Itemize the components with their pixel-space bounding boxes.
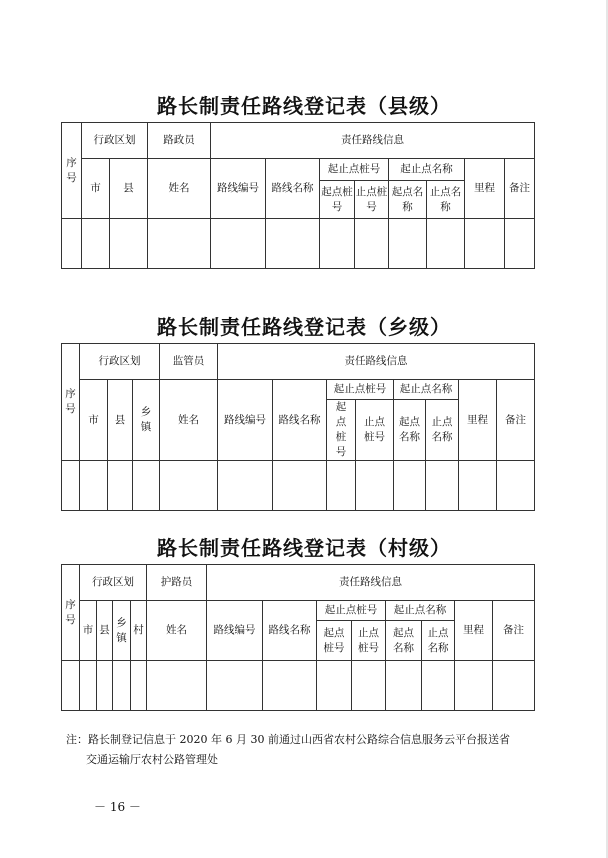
table-cell[interactable] [317,661,352,711]
table-cell[interactable] [131,661,147,711]
road-officer-header: 路政员 [148,123,211,159]
table-cell[interactable] [147,661,207,711]
table-cell[interactable] [62,461,80,511]
township-header: 乡镇 [133,380,160,461]
township-table-title: 路长制责任路线登记表（乡级） [157,315,451,339]
start-end-stake-header: 起止点桩号 [317,601,386,621]
admin-region-header: 行政区划 [82,123,148,159]
table-cell[interactable] [465,219,505,269]
start-end-name-header: 起止点名称 [394,380,459,400]
city-header: 市 [80,380,108,461]
table-cell[interactable] [352,661,386,711]
route-name-header: 路线名称 [273,380,327,461]
page-number: － 16 － [94,800,141,814]
mileage-header: 里程 [465,159,505,219]
county-route-table [61,122,535,269]
start-name-header: 起点名称 [389,181,427,219]
mileage-header: 里程 [455,601,493,661]
table-cell[interactable] [110,219,148,269]
start-stake-header: 起点桩号 [327,400,356,461]
table-cell[interactable] [386,661,422,711]
table-cell[interactable] [80,461,108,511]
county-table-title: 路长制责任路线登记表（县级） [157,94,451,118]
road-guard-header: 护路员 [147,565,207,601]
start-end-stake-header: 起止点桩号 [320,159,389,181]
table-cell[interactable] [497,461,535,511]
table-cell[interactable] [427,219,465,269]
table-cell[interactable] [133,461,160,511]
village-route-table [61,564,535,711]
county-header: 县 [108,380,133,461]
start-stake-header: 起点桩号 [317,621,352,661]
route-info-header: 责任路线信息 [207,565,535,601]
table-cell[interactable] [459,461,497,511]
seq-header: 序号 [62,123,82,219]
seq-header: 序号 [62,344,80,461]
table-cell[interactable] [80,661,97,711]
start-end-name-header: 起止点名称 [389,159,465,181]
admin-region-header: 行政区划 [80,344,160,380]
village-table-title: 路长制责任路线登记表（村级） [157,536,451,560]
table-cell[interactable] [327,461,356,511]
start-name-header: 起点名称 [394,400,426,461]
table-cell[interactable] [108,461,133,511]
county-header: 县 [97,601,113,661]
city-header: 市 [80,601,97,661]
table-cell[interactable] [356,461,394,511]
table-cell[interactable] [426,461,459,511]
table-cell[interactable] [62,661,80,711]
footnote-line-1: 注：路长制登记信息于 2020 年 6 月 30 前通过山西省农村公路综合信息服务云平台报送省 [66,733,510,746]
name-header: 姓名 [148,159,211,219]
start-end-stake-header: 起止点桩号 [327,380,394,400]
end-stake-header: 止点桩号 [352,621,386,661]
route-code-header: 路线编号 [218,380,273,461]
table-cell[interactable] [160,461,218,511]
table-row [62,461,535,511]
table-cell[interactable] [207,661,263,711]
mileage-header: 里程 [459,380,497,461]
remarks-header: 备注 [505,159,535,219]
end-stake-header: 止点桩号 [355,181,389,219]
route-info-header: 责任路线信息 [211,123,535,159]
admin-region-header: 行政区划 [80,565,147,601]
route-code-header: 路线编号 [211,159,266,219]
end-name-header: 止点名称 [426,400,459,461]
route-name-header: 路线名称 [263,601,317,661]
footnote-line-2: 交通运输厅农村公路管理处 [86,753,218,766]
table-cell[interactable] [394,461,426,511]
start-stake-header: 起点桩号 [320,181,355,219]
table-cell[interactable] [148,219,211,269]
route-info-header: 责任路线信息 [218,344,535,380]
remarks-header: 备注 [493,601,535,661]
table-cell[interactable] [211,219,266,269]
table-cell[interactable] [493,661,535,711]
table-cell[interactable] [273,461,327,511]
table-row [62,219,535,269]
route-code-header: 路线编号 [207,601,263,661]
remarks-header: 备注 [497,380,535,461]
seq-header: 序号 [62,565,80,661]
table-cell[interactable] [422,661,455,711]
name-header: 姓名 [147,601,207,661]
name-header: 姓名 [160,380,218,461]
table-cell[interactable] [320,219,355,269]
table-cell[interactable] [455,661,493,711]
end-name-header: 止点名称 [427,181,465,219]
start-name-header: 起点名称 [386,621,422,661]
table-cell[interactable] [389,219,427,269]
township-route-table [61,343,535,511]
table-cell[interactable] [62,219,82,269]
table-cell[interactable] [263,661,317,711]
end-name-header: 止点名称 [422,621,455,661]
table-row [62,661,535,711]
end-stake-header: 止点桩号 [356,400,394,461]
supervisor-header: 监管员 [160,344,218,380]
table-cell[interactable] [218,461,273,511]
start-end-name-header: 起止点名称 [386,601,455,621]
city-header: 市 [82,159,110,219]
township-header: 乡镇 [113,601,131,661]
table-cell[interactable] [505,219,535,269]
table-cell[interactable] [355,219,389,269]
table-cell[interactable] [113,661,131,711]
route-name-header: 路线名称 [266,159,320,219]
village-header: 村 [131,601,147,661]
table-cell[interactable] [82,219,110,269]
table-cell[interactable] [97,661,113,711]
county-header: 县 [110,159,148,219]
table-cell[interactable] [266,219,320,269]
footnote [66,730,566,770]
